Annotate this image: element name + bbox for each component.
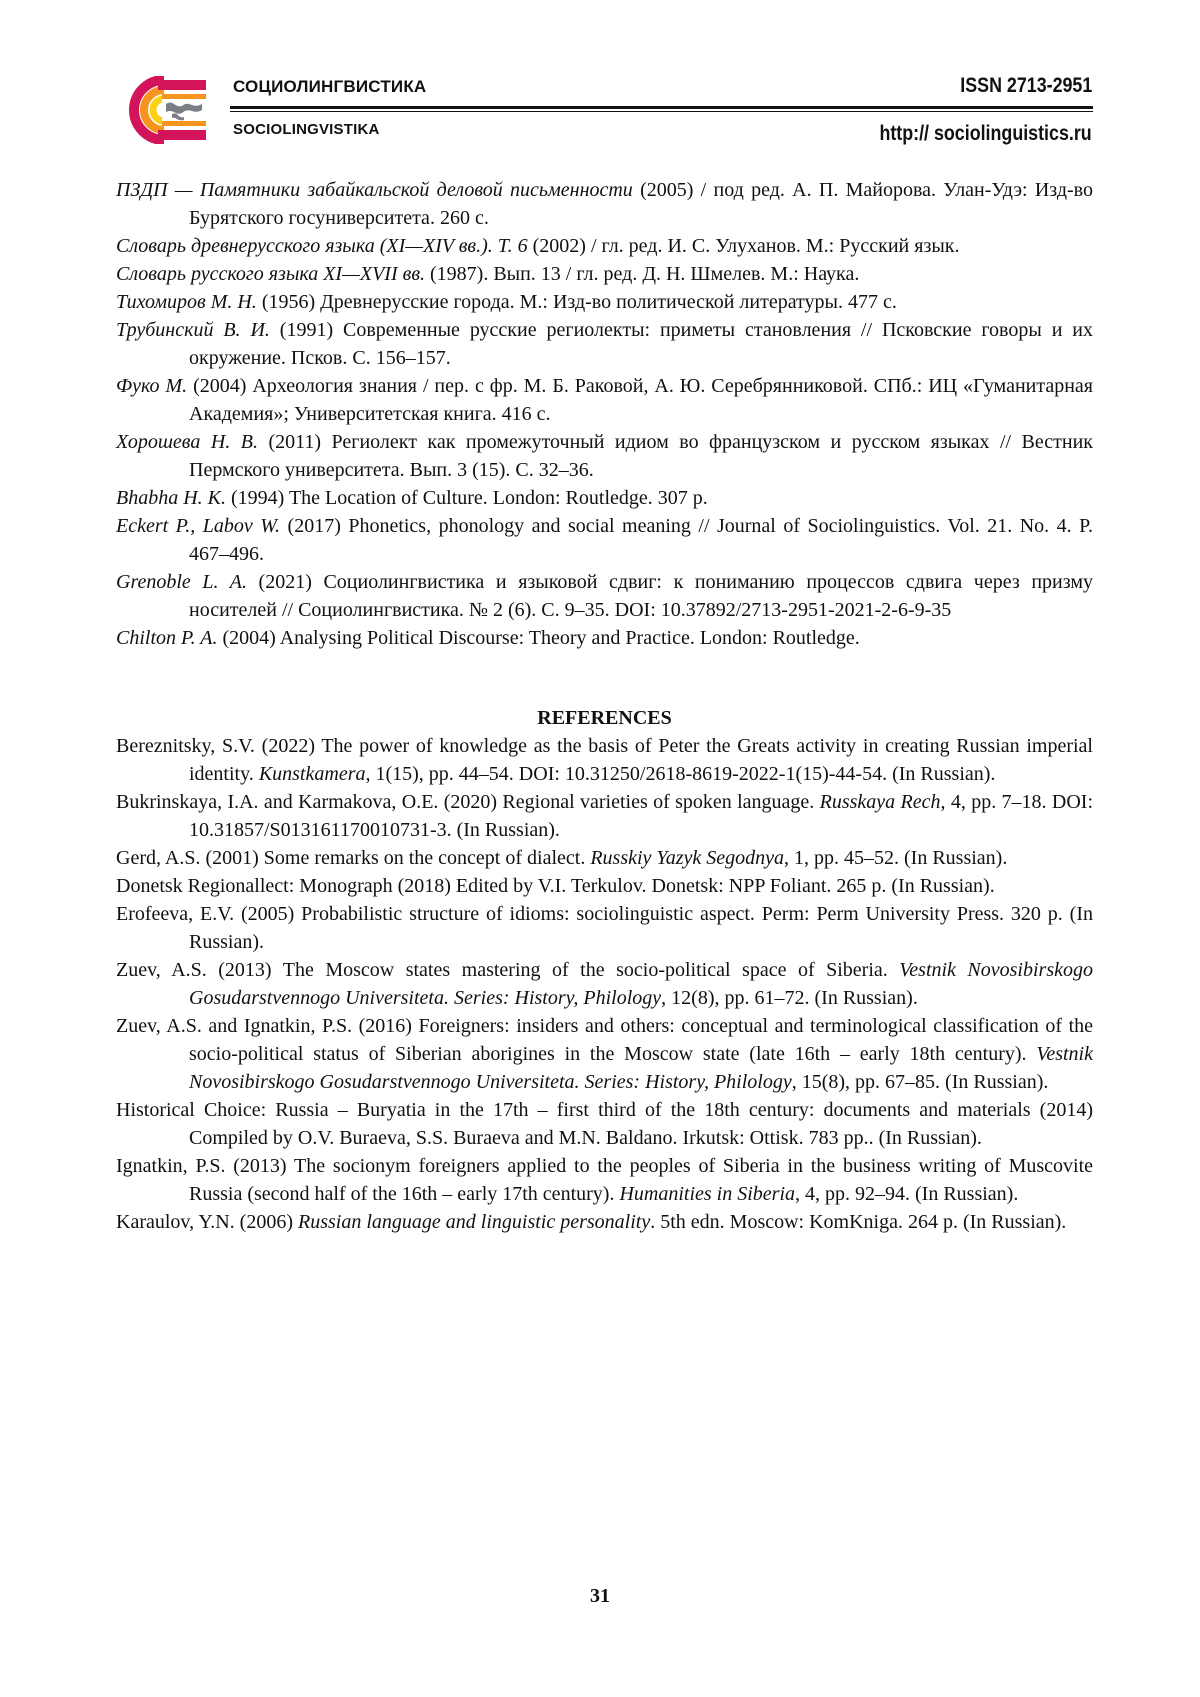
entry-details: , 15(8), pp. 67–85. (In Russian). — [791, 1071, 1049, 1093]
reference-entry — [116, 1152, 1093, 1208]
reference-entry — [116, 1208, 1093, 1236]
entry-text: Gerd, A.S. (2001) Some remarks on the concept of dialect. — [116, 847, 591, 869]
entry-author: Трубинский В. И. — [116, 319, 270, 341]
bibliography-entry — [116, 484, 1093, 512]
bibliography-entry — [116, 288, 1093, 316]
entry-text: Bereznitsky, S.V. (2022) The power of knowledge as the basis of Peter the Greats activity in creating Russian imperial identity. — [116, 735, 1093, 785]
entry-source: Humanities in Siberia — [619, 1183, 795, 1205]
bibliography-entry — [116, 260, 1093, 288]
bibliography-entry — [116, 176, 1093, 232]
entry-text: Ignatkin, P.S. (2013) The socionym foreigners applied to the peoples of Siberia in the business writing of Muscovite Russia (second half of the 16th – early 17th century). — [116, 1155, 1093, 1205]
entry-text: (2005) / под ред. А. П. Майорова. Улан-Удэ: Изд-во Бурятского госуниверситета. 260 с. — [189, 179, 1093, 229]
entry-text: (2017) Phonetics, phonology and social meaning // Journal of Sociolinguistics. Vol. 21. No. 4. P. 467–496. — [189, 515, 1093, 565]
references-list — [116, 732, 1093, 1236]
entry-source: Kunstkamera — [258, 763, 366, 785]
bibliography-entry — [116, 512, 1093, 568]
entry-details: , 4, pp. 92–94. (In Russian). — [795, 1183, 1019, 1205]
reference-entry — [116, 788, 1093, 844]
entry-text: (1956) Древнерусские города. М.: Изд-во политической литературы. 477 с. — [256, 291, 897, 313]
entry-source: Russkaya Rech — [819, 791, 941, 813]
entry-text: Donetsk Regionallect: Monograph (2018) Edited by V.I. Terkulov. Donetsk: NPP Foliant. 265 p. (In Russian). — [116, 875, 995, 897]
entry-author: Словарь древнерусского языка (XI—XIV вв.). Т. 6 — [116, 235, 528, 257]
entry-text: Erofeeva, E.V. (2005) Probabilistic structure of idioms: sociolinguistic aspect. Perm: Perm University Press. 320 p. (In Russian). — [116, 903, 1093, 953]
entry-source: Vestnik Novosibirskogo Gosudarstvennogo Universiteta. Series: History, Philology — [189, 1043, 1093, 1093]
entry-source: Vestnik Novosibirskogo Gosudarstvennogo Universiteta. Series: History, Philology — [189, 959, 1093, 1009]
reference-entry — [116, 1096, 1093, 1152]
reference-entry — [116, 732, 1093, 788]
entry-text: Historical Choice: Russia – Buryatia in the 17th – first third of the 18th century: documents and materials (2014) Compiled by O.V. Buraeva, S.S. Buraeva and M.N. Baldano. Irkutsk: Ottisk. 783 pp.. (In Russian). — [116, 1099, 1093, 1149]
page-content — [116, 176, 1093, 1236]
header-rule-thick — [230, 106, 1093, 109]
journal-logo-icon — [112, 76, 210, 144]
entry-details: , 4, pp. 7–18. DOI: 10.31857/S013161170010731-3. (In Russian). — [189, 791, 1093, 841]
entry-author: Bhabha H. K. — [116, 487, 226, 509]
entry-text: (1987). Вып. 13 / гл. ред. Д. Н. Шмелев. М.: Наука. — [425, 263, 860, 285]
entry-author: Тихомиров М. Н. — [116, 291, 257, 313]
entry-details: , 12(8), pp. 61–72. (In Russian). — [661, 987, 918, 1009]
entry-text: Karaulov, Y.N. (2006) — [116, 1211, 299, 1233]
issn: ISSN 2713-2951 — [960, 74, 1092, 97]
entry-author: Фуко М. — [116, 375, 188, 397]
entry-author: Хорошева Н. В. — [116, 431, 258, 453]
entry-details: . 5th edn. Moscow: KomKniga. 264 p. (In Russian). — [650, 1211, 1067, 1233]
entry-text: (1991) Современные русские региолекты: приметы становления // Псковские говоры и их окружение. Псков. С. 156–157. — [189, 319, 1093, 369]
entry-author: Словарь русского языка XI—XVII вв. — [116, 263, 425, 285]
entry-source: Russkiy Yazyk Segodnya — [590, 847, 784, 869]
entry-author: ПЗДП — Памятники забайкальской деловой письменности — [116, 179, 633, 201]
entry-details: , 1(15), pp. 44–54. DOI: 10.31250/2618-8619-2022-1(15)-44-54. (In Russian). — [365, 763, 996, 785]
entry-text: Zuev, A.S. and Ignatkin, P.S. (2016) Foreigners: insiders and others: conceptual and terminological classification of the socio-political status of Siberian aborigines in the Moscow state (late 16th – early 18th century). — [116, 1015, 1093, 1065]
reference-entry — [116, 844, 1093, 872]
page-header — [0, 0, 1200, 160]
entry-text: (2011) Региолект как промежуточный идиом во французском и русском языках // Вестник Пермского университета. Вып. 3 (15). С. 32–36. — [189, 431, 1094, 481]
reference-entry — [116, 1012, 1093, 1096]
entry-text: (2002) / гл. ред. И. С. Улуханов. М.: Русский язык. — [527, 235, 960, 257]
bibliography-entry — [116, 568, 1093, 624]
bibliography-entry — [116, 624, 1093, 652]
entry-text: (2004) Археология знания / пер. с фр. М. Б. Раковой, А. Ю. Серебрянниковой. СПб.: ИЦ «Гуманитарная Академия»; Университетская книга. 416 с. — [187, 375, 1094, 425]
header-rule-thin — [230, 111, 1093, 112]
bibliography-list — [116, 176, 1093, 652]
entry-details: , 1, pp. 45–52. (In Russian). — [784, 847, 1008, 869]
journal-title-ru: СОЦИОЛИНГВИСТИКА — [233, 77, 427, 96]
page-number: 31 — [590, 1585, 610, 1607]
entry-author: Eckert P., Labov W. — [116, 515, 281, 537]
entry-text: (2004) Analysing Political Discourse: Theory and Practice. London: Routledge. — [217, 627, 860, 649]
reference-entry — [116, 956, 1093, 1012]
bibliography-entry — [116, 428, 1093, 484]
journal-url: http:// sociolinguistics.ru — [879, 122, 1092, 145]
references-heading: REFERENCES — [537, 707, 672, 729]
bibliography-entry — [116, 372, 1093, 428]
entry-text: (1994) The Location of Culture. London: Routledge. 307 p. — [226, 487, 708, 509]
entry-text: Bukrinskaya, I.A. and Karmakova, O.E. (2020) Regional varieties of spoken language. — [116, 791, 820, 813]
entry-text: Zuev, A.S. (2013) The Moscow states mastering of the socio-political space of Siberia. — [116, 959, 900, 981]
entry-text: (2021) Социолингвистика и языковой сдвиг: к пониманию процессов сдвига через призму носителей // Социолингвистика. № 2 (6). С. 9–35. DOI: 10.37892/2713-2951-2021-2-6-9-35 — [189, 571, 1093, 621]
bibliography-entry — [116, 232, 1093, 260]
entry-author: Grenoble L. A. — [116, 571, 247, 593]
entry-author: Chilton P. A. — [116, 627, 218, 649]
reference-entry — [116, 900, 1093, 956]
entry-source: Russian language and linguistic personality — [298, 1211, 651, 1233]
reference-entry — [116, 872, 1093, 900]
bibliography-entry — [116, 316, 1093, 372]
journal-title-en: SOCIOLINGVISTIKA — [233, 121, 380, 138]
